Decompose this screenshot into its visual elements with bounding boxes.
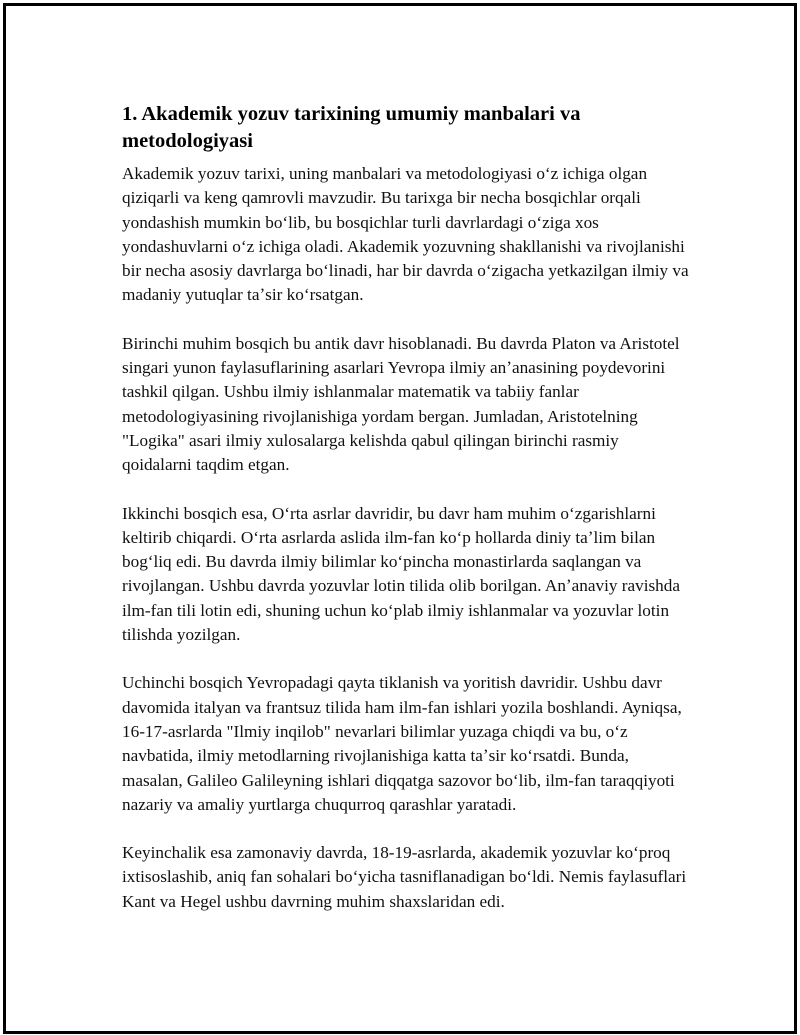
paragraph-middle-ages: Ikkinchi bosqich esa, Oʻrta asrlar davridir, bu davr ham muhim oʻzgarishlarni keltirib chiqardi. Oʻrta asrlarda aslida ilm-fan koʻp hollarda diniy taʼlim bilan bogʻliq edi. Bu davrda ilmiy bilimlar koʻpincha monastirlarda saqlangan va rivojlangan. Ushbu davrda yozuvlar lotin tilida olib borilgan. Anʼanaviy ravishda ilm-fan tili lotin edi, shuning uchun koʻplab ilmiy ishlanmalar va yozuvlar lotin tilishda yozilgan. xyxy=(122,503,680,645)
paragraph-renaissance: Uchinchi bosqich Yevropadagi qayta tiklanish va yoritish davridir. Ushbu davr davomida italyan va frantsuz tilida ham ilm-fan ishlari yozila boshlandi. Ayniqsa, 16-17-asrlarda "Ilmiy inqilob" nevarlari bilimlar yuzaga chiqdi va bu, oʻz navbatida, ilmiy metodlarning rivojlanishiga katta taʼsir koʻrsatdi. Bunda, masalan, Galileo Galileyning ishlari diqqatga sazovor boʻlib, ilm-fan taraqqiyoti nazariy va amaliy yurtlarga chuqurroq qarashlar yaratadi. xyxy=(122,673,682,814)
paragraph-antiquity: Birinchi muhim bosqich bu antik davr hisoblanadi. Bu davrda Platon va Aristotel singari yunon faylasuflarining asarlari Yevropa ilmiy anʼanasining poydevorini tashkil qilgan. Ushbu ilmiy ishlanmalar matematik va tabiiy fanlar metodologiyasining rivojlanishiga yordam bergan. Jumladan, Aristotelning "Logika" asari ilmiy xulosalarga kelishda qabul qilingan birinchi rasmiy qoidalarni taqdim etgan. xyxy=(122,333,680,475)
paragraph-modern-era: Keyinchalik esa zamonaviy davrda, 18-19-asrlarda, akademik yozuvlar koʻproq ixtisoslashib, aniq fan sohalari boʻyicha tasniflanadigan boʻldi. Nemis faylasuflari Kant va Hegel ushbu davrning muhim shaxslaridan edi. xyxy=(122,843,687,911)
page-frame xyxy=(3,3,797,1034)
section-heading: 1. Akademik yozuv tarixining umumiy manbalari va metodologiyasi xyxy=(122,103,581,152)
paragraph-intro: Akademik yozuv tarixi, uning manbalari va metodologiyasi oʻz ichiga olgan qiziqarli va keng qamrovli mavzudir. Bu tarixga bir necha bosqichlar orqali yondashish mumkin boʻlib, bu bosqichlar turli davrlardagi oʻziga xos yondashuvlarni oʻz ichiga oladi. Akademik yozuvning shakllanishi va rivojlanishi bir necha asosiy davrlarga boʻlinadi, har bir davrda oʻzigacha yetkazilgan ilmiy va madaniy yutuqlar taʼsir koʻrsatgan. xyxy=(122,164,689,305)
document-body xyxy=(122,101,692,938)
